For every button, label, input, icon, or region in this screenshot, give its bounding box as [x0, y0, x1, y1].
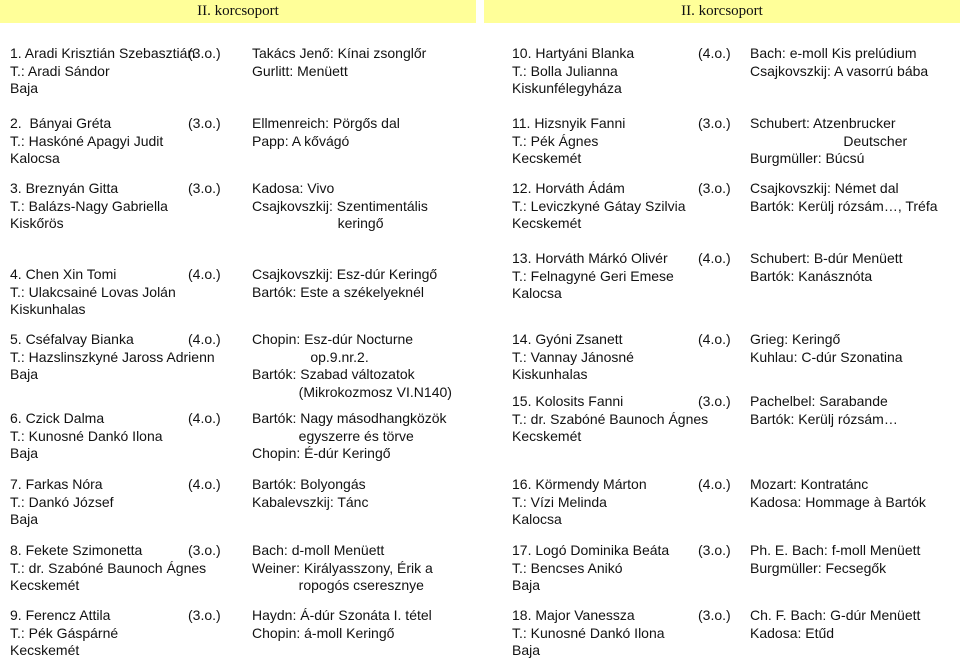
piece-title: Burgmüller: Fecsegők	[750, 559, 887, 576]
competitor-name: 5. Cséfalvay Bianka	[10, 331, 134, 347]
grade-label: (4.o.)	[188, 476, 221, 492]
competitor-name: 3. Breznyán Gitta	[10, 180, 119, 196]
piece-title: ropogós cseresznye	[252, 577, 424, 593]
grade-label: (4.o.)	[698, 331, 731, 347]
competitor-name: 1. Aradi Krisztián Szebasztián	[10, 45, 196, 61]
competitor-info	[512, 393, 708, 446]
teacher-name: T.: Aradi Sándor	[10, 62, 110, 79]
piece-title: Bartók: Kanásznóta	[750, 267, 873, 284]
header-left: II. korcsoport	[0, 0, 476, 23]
competitor-name: 9. Ferencz Attila	[10, 607, 111, 623]
competitor-name: 4. Chen Xin Tomi	[10, 266, 117, 282]
teacher-name: T.: Pék Gáspárné	[10, 624, 119, 641]
piece-list	[750, 542, 920, 577]
teacher-name: T.: Vízi Melinda	[512, 493, 607, 510]
piece-title: egyszerre és törve	[252, 427, 414, 444]
competitor-info	[10, 607, 118, 660]
piece-title: Papp: A kővágó	[252, 132, 350, 149]
competitor-info	[10, 266, 176, 319]
piece-title: Kadosa: Hommage à Bartók	[750, 493, 926, 510]
piece-list	[252, 266, 437, 301]
piece-title: Kadosa: Etűd	[750, 624, 835, 641]
piece-title: Ellmenreich: Pörgős dal	[252, 115, 400, 131]
competitor-info	[10, 180, 168, 233]
piece-list	[750, 607, 920, 642]
competitor-info	[10, 542, 206, 595]
grade-label: (3.o.)	[698, 393, 731, 409]
piece-title: Ch. F. Bach: G-dúr Menüett	[750, 607, 921, 623]
piece-title: Csajkovszkij: Esz-dúr Keringő	[252, 266, 438, 282]
piece-title: op.9.nr.2.	[252, 348, 369, 365]
grade-label: (3.o.)	[698, 115, 731, 131]
teacher-name: T.: Bolla Julianna	[512, 62, 618, 79]
piece-title: Bach: e-moll Kis prelúdium	[750, 45, 917, 61]
city-name: Kecskemét	[512, 215, 582, 231]
teacher-name: T.: Kunosné Dankó Ilona	[10, 427, 163, 444]
grade-label: (3.o.)	[188, 180, 221, 196]
piece-title: Csajkovszkij: Német dal	[750, 180, 899, 196]
grade-label: (4.o.)	[698, 476, 731, 492]
competitor-name: 10. Hartyáni Blanka	[512, 45, 635, 61]
piece-title: Bartók: Nagy másodhangközök	[252, 410, 447, 426]
competitor-info	[10, 45, 195, 98]
competitor-info	[10, 476, 114, 529]
city-name: Kecskemét	[10, 642, 80, 658]
piece-list	[750, 250, 903, 285]
competitor-info	[10, 331, 215, 384]
competitor-info	[512, 45, 634, 98]
competitor-info	[512, 607, 665, 660]
piece-list	[252, 180, 428, 233]
competitor-name: 12. Horváth Ádám	[512, 180, 625, 196]
teacher-name: T.: Pék Ágnes	[512, 132, 599, 149]
city-name: Baja	[512, 642, 541, 658]
teacher-name: T.: Ulakcsainé Lovas Jolán	[10, 283, 176, 300]
piece-title: Deutscher	[750, 132, 908, 149]
grade-label: (3.o.)	[188, 542, 221, 558]
grade-label: (4.o.)	[188, 266, 221, 282]
competitor-info	[512, 542, 669, 595]
city-name: Kecskemét	[512, 150, 582, 166]
grade-label: (4.o.)	[188, 331, 221, 347]
competitor-name: 8. Fekete Szimonetta	[10, 542, 143, 558]
city-name: Baja	[512, 577, 541, 593]
piece-list	[252, 476, 368, 511]
city-name: Kiskunhalas	[512, 366, 588, 382]
grade-label: (4.o.)	[188, 410, 221, 426]
piece-list	[750, 180, 938, 215]
piece-title: Pachelbel: Sarabande	[750, 393, 888, 409]
competitor-name: 13. Horváth Márkó Olivér	[512, 250, 668, 266]
piece-title: Takács Jenő: Kínai zsonglőr	[252, 45, 427, 61]
grade-label: (4.o.)	[698, 45, 731, 61]
teacher-name: T.: Bencses Anikó	[512, 559, 623, 576]
city-name: Kecskemét	[512, 428, 582, 444]
piece-title: Csajkovszkij: A vasorrú bába	[750, 62, 929, 79]
piece-title: Kuhlau: C-dúr Szonatina	[750, 348, 903, 365]
competitor-name: 17. Logó Dominika Beáta	[512, 542, 670, 558]
grade-label: (4.o.)	[698, 250, 731, 266]
teacher-name: T.: Kunosné Dankó Ilona	[512, 624, 665, 641]
grade-label: (3.o.)	[188, 115, 221, 131]
competitor-name: 7. Farkas Nóra	[10, 476, 103, 492]
piece-title: Schubert: B-dúr Menüett	[750, 250, 903, 266]
grade-label: (3.o.)	[698, 542, 731, 558]
city-name: Baja	[10, 366, 39, 382]
competitor-info	[512, 476, 647, 529]
piece-title: Mozart: Kontratánc	[750, 476, 869, 492]
piece-list	[252, 410, 447, 463]
teacher-name: T.: Dankó József	[10, 493, 114, 510]
city-name: Kalocsa	[512, 285, 562, 301]
competitor-name: 18. Major Vanessza	[512, 607, 635, 623]
competitor-info	[512, 331, 634, 384]
city-name: Kiskunfélegyháza	[512, 80, 622, 96]
piece-title: Haydn: Á-dúr Szonáta I. tétel	[252, 607, 432, 623]
piece-title: Bartók: Este a székelyeknél	[252, 283, 424, 300]
piece-title: Bartók: Kerülj rózsám…	[750, 410, 898, 427]
teacher-name: T.: dr. Szabóné Baunoch Ágnes	[10, 559, 207, 576]
piece-list	[252, 607, 432, 642]
piece-title: Bach: d-moll Menüett	[252, 542, 385, 558]
piece-list	[750, 331, 903, 366]
competitor-name: 2. Bányai Gréta	[10, 115, 112, 131]
piece-list	[750, 393, 898, 428]
city-name: Baja	[10, 511, 39, 527]
piece-list	[750, 476, 926, 511]
city-name: Kalocsa	[10, 150, 60, 166]
piece-title: Bartók: Szabad változatok	[252, 366, 415, 382]
piece-title: Chopin: Esz-dúr Nocturne	[252, 331, 414, 347]
grade-label: (3.o.)	[698, 607, 731, 623]
piece-title: Bartók: Kerülj rózsám…, Tréfa	[750, 197, 938, 214]
piece-title: Gurlitt: Menüett	[252, 62, 348, 79]
piece-title: Chopin: É-dúr Keringő	[252, 445, 391, 461]
header-right: II. korcsoport	[484, 0, 960, 23]
competitor-name: 16. Körmendy Márton	[512, 476, 647, 492]
city-name: Baja	[10, 80, 39, 96]
piece-list	[252, 331, 452, 401]
piece-title: Csajkovszkij: Szentimentális	[252, 197, 428, 214]
piece-title: Weiner: Királyasszony, Érik a	[252, 559, 433, 576]
grade-label: (3.o.)	[188, 607, 221, 623]
city-name: Kecskemét	[10, 577, 80, 593]
piece-list	[252, 45, 426, 80]
teacher-name: T.: Vannay Jánosné	[512, 348, 634, 365]
competitor-info	[512, 180, 686, 233]
piece-title: Chopin: á-moll Keringő	[252, 624, 395, 641]
piece-title: keringő	[252, 215, 384, 231]
piece-title: (Mikrokozmosz VI.N140)	[252, 383, 452, 400]
grade-label: (3.o.)	[698, 180, 731, 196]
piece-title: Grieg: Keringő	[750, 331, 841, 347]
competitor-name: 15. Kolosits Fanni	[512, 393, 624, 409]
competitor-info	[512, 115, 625, 168]
city-name: Kiskőrös	[10, 215, 64, 231]
teacher-name: T.: Felnagyné Geri Emese	[512, 267, 674, 284]
competitor-info	[10, 115, 163, 168]
teacher-name: T.: Hazslinszkyné Jaross Adrienn	[10, 348, 215, 365]
teacher-name: T.: Haskóné Apagyi Judit	[10, 132, 164, 149]
competitor-info	[10, 410, 163, 463]
competitor-name: 14. Gyóni Zsanett	[512, 331, 623, 347]
city-name: Baja	[10, 445, 39, 461]
teacher-name: T.: Leviczkyné Gátay Szilvia	[512, 197, 686, 214]
piece-list	[252, 542, 433, 595]
piece-title: Kadosa: Vivo	[252, 180, 335, 196]
competitor-info	[512, 250, 674, 303]
piece-title: Bartók: Bolyongás	[252, 476, 366, 492]
piece-list	[750, 45, 928, 80]
piece-list	[252, 115, 400, 150]
piece-title: Ph. E. Bach: f-moll Menüett	[750, 542, 921, 558]
teacher-name: T.: Balázs-Nagy Gabriella	[10, 197, 168, 214]
city-name: Kalocsa	[512, 511, 562, 527]
grade-label: (3.o.)	[188, 45, 221, 61]
competitor-name: 6. Czick Dalma	[10, 410, 105, 426]
piece-title: Kabalevszkij: Tánc	[252, 493, 369, 510]
competitor-name: 11. Hizsnyik Fanni	[512, 115, 626, 131]
city-name: Kiskunhalas	[10, 301, 86, 317]
teacher-name: T.: dr. Szabóné Baunoch Ágnes	[512, 410, 709, 427]
piece-title: Schubert: Atzenbrucker	[750, 115, 896, 131]
piece-title: Burgmüller: Búcsú	[750, 150, 865, 166]
piece-list	[750, 115, 907, 168]
